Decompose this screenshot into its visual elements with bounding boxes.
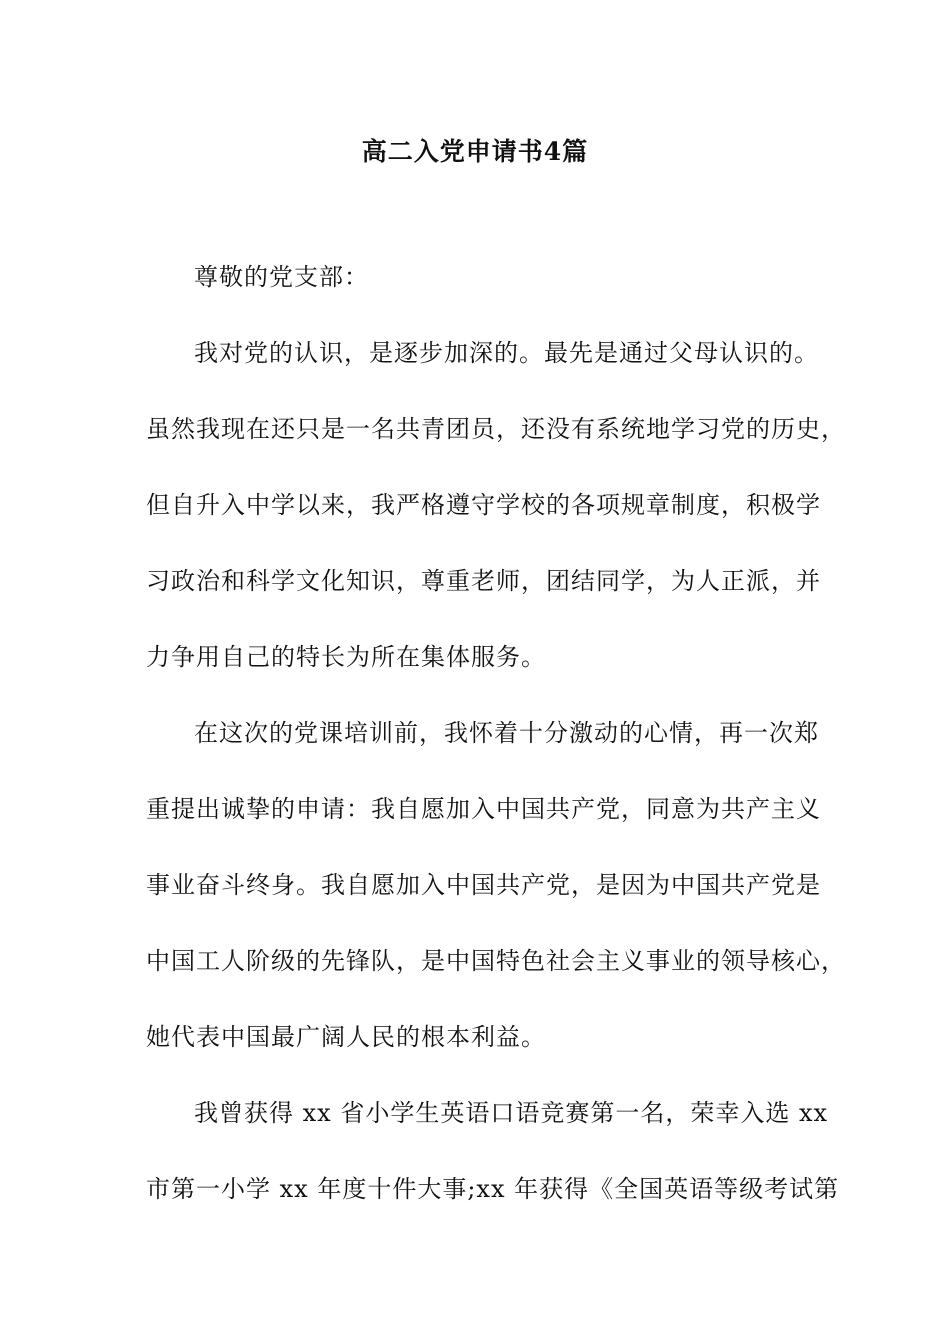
paragraph-line: 事业奋斗终身。我自愿加入中国共产党，是因为中国共产党是 <box>146 871 821 899</box>
paragraph-line: 但自升入中学以来，我严格遵守学校的各项规章制度，积极学 <box>146 491 821 519</box>
paragraph-line: 中国工人阶级的先锋队，是中国特色社会主义事业的领导核心， <box>146 947 846 975</box>
paragraph-line: 力争用自己的特长为所在集体服务。 <box>146 643 546 671</box>
paragraph-line: 她代表中国最广阔人民的根本利益。 <box>146 1023 546 1051</box>
salutation: 尊敬的党支部： <box>194 263 369 291</box>
paragraph-line: 我曾获得 xx 省小学生英语口语竞赛第一名，荣幸入选 xx <box>194 1099 829 1127</box>
document-title: 高二入党申请书4篇 <box>361 137 589 166</box>
paragraph-line: 市第一小学 xx 年度十件大事;xx 年获得《全国英语等级考试第 <box>146 1175 840 1203</box>
paragraph-line: 重提出诚挚的申请：我自愿加入中国共产党，同意为共产主义 <box>146 795 821 823</box>
paragraph-line: 在这次的党课培训前，我怀着十分激动的心情，再一次郑 <box>194 719 819 747</box>
paragraph-line: 习政治和科学文化知识，尊重老师，团结同学，为人正派，并 <box>146 567 821 595</box>
paragraph-line: 虽然我现在还只是一名共青团员，还没有系统地学习党的历史， <box>146 415 846 443</box>
paragraph-line: 我对党的认识，是逐步加深的。最先是通过父母认识的。 <box>194 339 819 367</box>
